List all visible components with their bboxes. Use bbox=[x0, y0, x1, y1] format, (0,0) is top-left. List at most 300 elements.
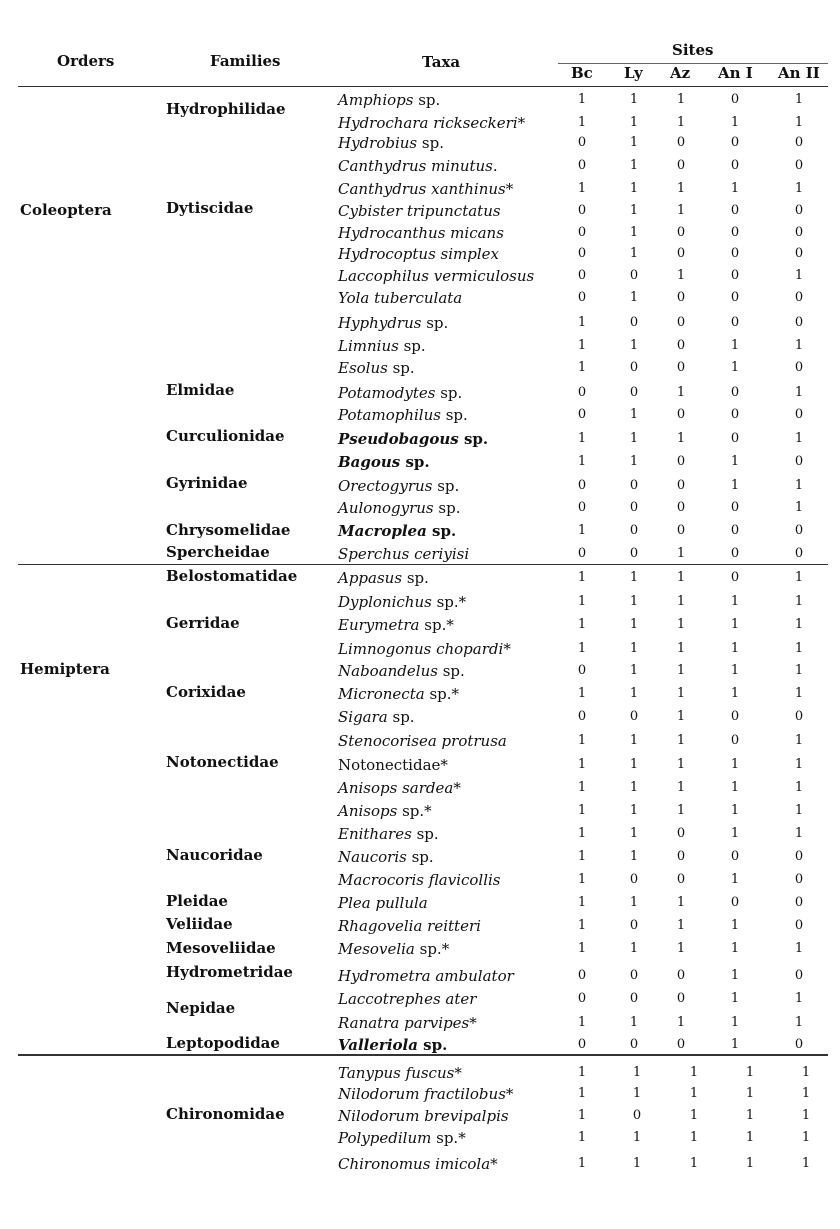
taxon-name-suffix: . bbox=[492, 157, 498, 175]
site-value: 1 bbox=[794, 92, 804, 107]
site-value: 0 bbox=[629, 918, 639, 933]
site-value: 1 bbox=[801, 1065, 811, 1080]
table-row bbox=[0, 662, 840, 684]
site-value: 0 bbox=[794, 135, 804, 150]
table-row bbox=[0, 453, 840, 475]
site-value: 0 bbox=[794, 407, 804, 422]
site-value: 0 bbox=[577, 478, 587, 493]
family-label: Notonectidae bbox=[166, 753, 279, 771]
taxon-name-italic: Orectogyrus bbox=[338, 477, 433, 495]
taxon-name-italic: Laccophilus vermiculosus bbox=[338, 267, 535, 285]
site-value: 1 bbox=[730, 686, 740, 701]
site-value: 0 bbox=[577, 135, 587, 150]
site-value: 0 bbox=[676, 968, 686, 983]
taxon-name bbox=[338, 180, 513, 198]
site-value: 1 bbox=[794, 181, 804, 196]
site-value: 1 bbox=[676, 757, 686, 772]
table-row bbox=[0, 685, 840, 707]
site-value: 1 bbox=[730, 360, 740, 375]
site-value: 1 bbox=[577, 733, 587, 748]
site-value: 0 bbox=[730, 385, 740, 400]
site-value: 0 bbox=[577, 203, 587, 218]
taxon-name-suffix: sp. bbox=[435, 384, 463, 402]
taxon-name-suffix: sp. bbox=[402, 569, 429, 587]
family-label: Naucoridae bbox=[166, 846, 263, 864]
site-value: 1 bbox=[676, 803, 686, 818]
taxon-name bbox=[338, 224, 504, 242]
site-value: 1 bbox=[676, 1015, 686, 1030]
taxon-name bbox=[338, 662, 465, 680]
taxon-name-suffix: sp. bbox=[398, 337, 426, 355]
site-value: 1 bbox=[730, 338, 740, 353]
site-value: 1 bbox=[801, 1086, 811, 1101]
taxon-name bbox=[338, 708, 415, 726]
taxon-name bbox=[338, 134, 444, 152]
family-label: Chrysomelidae bbox=[166, 521, 291, 539]
site-value: 0 bbox=[794, 546, 804, 561]
site-value: 0 bbox=[794, 225, 804, 240]
site-value: 0 bbox=[730, 268, 740, 283]
site-value: 1 bbox=[577, 1086, 587, 1101]
site-value: 1 bbox=[794, 803, 804, 818]
taxon-name-suffix: * bbox=[505, 180, 514, 198]
taxon-name-suffix: * bbox=[490, 1155, 498, 1173]
site-value: 1 bbox=[577, 92, 587, 107]
site-value: 0 bbox=[730, 290, 740, 305]
table-row bbox=[0, 430, 840, 452]
site-value: 0 bbox=[676, 225, 686, 240]
site-value: 0 bbox=[577, 407, 587, 422]
site-value: 1 bbox=[577, 454, 587, 469]
site-value: 0 bbox=[629, 546, 639, 561]
site-value: 0 bbox=[676, 478, 686, 493]
taxon-name-suffix: sp. bbox=[400, 453, 430, 471]
site-value: 1 bbox=[577, 338, 587, 353]
table-row bbox=[0, 267, 840, 289]
site-value: 0 bbox=[577, 290, 587, 305]
taxon-name-italic: Limnogonus chopardi bbox=[338, 640, 504, 658]
taxon-name-suffix: sp.* bbox=[431, 1129, 466, 1147]
site-value: 1 bbox=[676, 431, 686, 446]
site-value: 1 bbox=[577, 570, 587, 585]
site-value: 1 bbox=[629, 570, 639, 585]
site-value: 1 bbox=[676, 663, 686, 678]
site-value: 1 bbox=[577, 757, 587, 772]
site-value: 1 bbox=[745, 1108, 755, 1123]
table-row bbox=[0, 245, 840, 267]
taxon-name bbox=[338, 640, 511, 658]
taxon-name-suffix: sp. bbox=[387, 359, 415, 377]
taxon-name bbox=[338, 1129, 466, 1147]
header-sites: Sites bbox=[672, 41, 714, 59]
taxon-name-italic: Potamodytes bbox=[338, 384, 436, 402]
site-value: 1 bbox=[794, 686, 804, 701]
site-value: 1 bbox=[577, 826, 587, 841]
table-row bbox=[0, 708, 840, 730]
site-value: 1 bbox=[730, 968, 740, 983]
header-site-an-ii: An II bbox=[778, 64, 820, 82]
site-value: 1 bbox=[794, 826, 804, 841]
taxon-name-italic: Laccotrephes ater bbox=[338, 990, 477, 1008]
taxon-name-suffix: sp. bbox=[426, 522, 457, 540]
taxon-name-italic: Sigara bbox=[338, 708, 388, 726]
table-row bbox=[0, 894, 840, 916]
taxon-name-suffix: sp. bbox=[387, 708, 415, 726]
family-label: Gerridae bbox=[166, 614, 240, 632]
site-value: 0 bbox=[676, 872, 686, 887]
header-site-az: Az bbox=[670, 64, 691, 82]
site-value: 1 bbox=[629, 663, 639, 678]
table-row bbox=[0, 477, 840, 499]
taxon-name-italic: Potamophilus bbox=[338, 406, 441, 424]
site-value: 1 bbox=[730, 757, 740, 772]
site-value: 1 bbox=[794, 385, 804, 400]
site-value: 1 bbox=[629, 225, 639, 240]
site-value: 1 bbox=[794, 991, 804, 1006]
table-row bbox=[0, 940, 840, 962]
taxon-name-italic: Yola tuberculata bbox=[338, 289, 463, 307]
site-value: 1 bbox=[577, 431, 587, 446]
taxon-name bbox=[338, 825, 439, 843]
table-row bbox=[0, 871, 840, 893]
header-site-ly: Ly bbox=[624, 64, 643, 82]
taxon-name bbox=[338, 314, 448, 332]
site-value: 1 bbox=[689, 1130, 699, 1145]
site-value: 1 bbox=[730, 617, 740, 632]
site-value: 0 bbox=[577, 546, 587, 561]
site-value: 1 bbox=[794, 941, 804, 956]
site-value: 1 bbox=[730, 181, 740, 196]
taxon-name-italic: Hyphydrus bbox=[338, 314, 422, 332]
site-value: 0 bbox=[794, 872, 804, 887]
taxon-name bbox=[338, 1155, 498, 1173]
site-value: 1 bbox=[794, 338, 804, 353]
site-value: 0 bbox=[676, 315, 686, 330]
taxon-name bbox=[338, 940, 449, 958]
table-row bbox=[0, 114, 840, 136]
table-row bbox=[0, 1155, 840, 1177]
taxon-name-italic: Anisops sardea bbox=[338, 779, 454, 797]
family-label: Dytiscidae bbox=[166, 199, 254, 217]
taxon-name bbox=[338, 616, 454, 634]
site-value: 1 bbox=[745, 1065, 755, 1080]
taxon-name-italic: Anisops bbox=[338, 802, 398, 820]
table-row bbox=[0, 1036, 840, 1058]
site-value: 0 bbox=[676, 523, 686, 538]
site-value: 1 bbox=[730, 826, 740, 841]
taxon-name-italic: Polypedilum bbox=[338, 1129, 432, 1147]
site-value: 0 bbox=[629, 478, 639, 493]
site-value: 1 bbox=[794, 431, 804, 446]
taxon-name-italic: Micronecta bbox=[338, 685, 425, 703]
header-orders: Orders bbox=[57, 52, 115, 70]
site-value: 0 bbox=[676, 407, 686, 422]
site-value: 0 bbox=[629, 968, 639, 983]
site-value: 0 bbox=[629, 268, 639, 283]
site-value: 1 bbox=[577, 1015, 587, 1030]
table-row bbox=[0, 825, 840, 847]
site-value: 0 bbox=[629, 315, 639, 330]
site-value: 0 bbox=[730, 315, 740, 330]
site-value: 1 bbox=[629, 338, 639, 353]
taxon-name-suffix: sp. bbox=[458, 430, 489, 448]
taxon-name-suffix: sp.* bbox=[424, 685, 460, 703]
site-value: 1 bbox=[730, 991, 740, 1006]
site-value: 0 bbox=[577, 1037, 587, 1052]
site-value: 0 bbox=[730, 431, 740, 446]
site-value: 0 bbox=[730, 570, 740, 585]
site-value: 1 bbox=[632, 1156, 642, 1171]
taxon-name-italic: Tanypus fuscus bbox=[338, 1064, 455, 1082]
site-value: 0 bbox=[577, 500, 587, 515]
site-value: 1 bbox=[745, 1130, 755, 1145]
site-value: 1 bbox=[676, 780, 686, 795]
site-value: 1 bbox=[629, 431, 639, 446]
family-label: Corixidae bbox=[166, 683, 246, 701]
taxon-name bbox=[338, 202, 501, 220]
site-value: 1 bbox=[629, 617, 639, 632]
taxon-name-italic: Hydrocanthus micans bbox=[338, 224, 504, 242]
site-value: 0 bbox=[676, 849, 686, 864]
site-value: 1 bbox=[629, 115, 639, 130]
site-value: 0 bbox=[730, 246, 740, 261]
site-value: 0 bbox=[577, 968, 587, 983]
table-row bbox=[0, 359, 840, 381]
site-value: 1 bbox=[794, 500, 804, 515]
taxon-name-suffix: sp. bbox=[432, 477, 460, 495]
site-value: 1 bbox=[794, 733, 804, 748]
site-value: 0 bbox=[794, 360, 804, 375]
site-value: 1 bbox=[801, 1156, 811, 1171]
taxon-name bbox=[338, 267, 534, 285]
family-label: Gyrinidae bbox=[166, 474, 248, 492]
taxon-name-italic: Plea pullula bbox=[338, 894, 428, 912]
taxon-name-italic: Esolus bbox=[338, 359, 388, 377]
site-value: 1 bbox=[745, 1086, 755, 1101]
taxon-name bbox=[338, 453, 430, 471]
site-value: 1 bbox=[577, 1108, 587, 1123]
taxon-name bbox=[338, 802, 432, 820]
family-label: Hydrophilidae bbox=[166, 100, 286, 118]
taxon-name-italic: Bagous bbox=[338, 453, 401, 471]
site-value: 0 bbox=[730, 407, 740, 422]
site-value: 1 bbox=[629, 941, 639, 956]
site-value: 1 bbox=[730, 872, 740, 887]
site-value: 1 bbox=[577, 315, 587, 330]
site-value: 1 bbox=[629, 757, 639, 772]
taxon-name-italic: Valleriola bbox=[338, 1036, 418, 1054]
table-row bbox=[0, 314, 840, 336]
site-value: 1 bbox=[730, 594, 740, 609]
site-value: 1 bbox=[730, 780, 740, 795]
site-value: 1 bbox=[730, 1015, 740, 1030]
site-value: 1 bbox=[794, 570, 804, 585]
site-value: 1 bbox=[794, 115, 804, 130]
table-row bbox=[0, 732, 840, 754]
taxon-name bbox=[338, 894, 428, 912]
site-value: 1 bbox=[632, 1130, 642, 1145]
site-value: 1 bbox=[629, 594, 639, 609]
taxon-name-suffix: sp. bbox=[411, 825, 439, 843]
site-value: 0 bbox=[676, 826, 686, 841]
site-value: 0 bbox=[676, 135, 686, 150]
table-row bbox=[0, 640, 840, 662]
table-row bbox=[0, 756, 840, 778]
taxon-name bbox=[338, 1036, 447, 1054]
taxon-name-suffix: * bbox=[453, 779, 461, 797]
taxon-name-italic: Stenocorisea protrusa bbox=[338, 732, 507, 750]
site-value: 1 bbox=[676, 594, 686, 609]
site-value: 1 bbox=[629, 407, 639, 422]
taxon-name-suffix: sp. bbox=[440, 406, 468, 424]
table-row bbox=[0, 569, 840, 591]
taxon-name bbox=[338, 1014, 477, 1032]
site-value: 0 bbox=[577, 225, 587, 240]
site-value: 1 bbox=[676, 918, 686, 933]
site-value: 1 bbox=[676, 385, 686, 400]
site-value: 0 bbox=[632, 1108, 642, 1123]
site-value: 1 bbox=[577, 895, 587, 910]
taxon-name-suffix: sp.* bbox=[419, 616, 454, 634]
taxon-name-italic: Dyplonichus bbox=[338, 593, 432, 611]
site-value: 0 bbox=[676, 246, 686, 261]
site-value: 1 bbox=[676, 733, 686, 748]
site-value: 1 bbox=[676, 203, 686, 218]
table-row bbox=[0, 1085, 840, 1107]
site-value: 0 bbox=[794, 968, 804, 983]
taxon-name-italic: Naboandelus bbox=[338, 662, 438, 680]
taxon-name-suffix: * bbox=[505, 1085, 514, 1103]
taxon-name-italic: Naucoris bbox=[338, 848, 407, 866]
table-row bbox=[0, 990, 840, 1012]
site-value: 1 bbox=[676, 941, 686, 956]
site-value: 1 bbox=[676, 268, 686, 283]
family-label: Chironomidae bbox=[166, 1105, 285, 1123]
site-value: 1 bbox=[577, 181, 587, 196]
site-value: 1 bbox=[632, 1065, 642, 1080]
site-value: 1 bbox=[629, 1015, 639, 1030]
family-label: Belostomatidae bbox=[166, 567, 298, 585]
table-row bbox=[0, 1014, 840, 1036]
table-row bbox=[0, 848, 840, 870]
site-value: 1 bbox=[577, 594, 587, 609]
header-site-an-i: An I bbox=[718, 64, 753, 82]
taxon-name bbox=[338, 359, 415, 377]
table-row bbox=[0, 802, 840, 824]
site-value: 1 bbox=[629, 803, 639, 818]
site-value: 1 bbox=[676, 115, 686, 130]
taxon-name-italic: Hydrobius bbox=[338, 134, 418, 152]
table-row bbox=[0, 779, 840, 801]
site-value: 1 bbox=[629, 454, 639, 469]
site-value: 1 bbox=[629, 92, 639, 107]
taxon-name-italic: Hydrocoptus simplex bbox=[338, 245, 500, 263]
table-row bbox=[0, 499, 840, 521]
family-label: Hydrometridae bbox=[166, 963, 293, 981]
site-value: 1 bbox=[745, 1156, 755, 1171]
site-value: 1 bbox=[676, 546, 686, 561]
header-families: Families bbox=[210, 52, 281, 70]
site-value: 1 bbox=[689, 1156, 699, 1171]
taxon-name bbox=[338, 1107, 509, 1125]
site-value: 0 bbox=[794, 709, 804, 724]
table-row bbox=[0, 522, 840, 544]
family-label: Nepidae bbox=[166, 999, 236, 1017]
site-value: 1 bbox=[577, 803, 587, 818]
taxon-name-suffix: sp.* bbox=[431, 593, 467, 611]
taxon-name-suffix: * bbox=[454, 1064, 462, 1082]
site-value: 0 bbox=[577, 709, 587, 724]
taxon-name bbox=[338, 569, 429, 587]
site-value: 1 bbox=[629, 686, 639, 701]
site-value: 1 bbox=[730, 663, 740, 678]
site-value: 0 bbox=[577, 158, 587, 173]
site-value: 0 bbox=[577, 991, 587, 1006]
site-value: 0 bbox=[730, 849, 740, 864]
taxon-name bbox=[338, 522, 456, 540]
taxon-name bbox=[338, 871, 501, 889]
taxon-name-suffix: sp.* bbox=[397, 802, 432, 820]
site-value: 1 bbox=[801, 1130, 811, 1145]
site-value: 1 bbox=[794, 641, 804, 656]
taxon-name-italic: Nilodorum fractilobus bbox=[338, 1085, 506, 1103]
site-value: 1 bbox=[730, 1037, 740, 1052]
site-value: 1 bbox=[629, 895, 639, 910]
site-value: 0 bbox=[676, 500, 686, 515]
taxon-name bbox=[338, 967, 514, 985]
order-coleoptera: Coleoptera bbox=[20, 201, 112, 219]
table-row bbox=[0, 91, 840, 113]
site-value: 0 bbox=[577, 385, 587, 400]
taxon-name bbox=[338, 545, 469, 563]
taxon-name bbox=[338, 756, 448, 774]
site-value: 0 bbox=[794, 1037, 804, 1052]
header-bottom-rule bbox=[18, 86, 828, 87]
site-value: 1 bbox=[730, 641, 740, 656]
family-label: Curculionidae bbox=[166, 427, 285, 445]
site-value: 1 bbox=[689, 1108, 699, 1123]
site-value: 0 bbox=[730, 92, 740, 107]
site-value: 0 bbox=[730, 158, 740, 173]
site-value: 0 bbox=[577, 663, 587, 678]
site-value: 1 bbox=[629, 181, 639, 196]
taxon-name-italic: Mesovelia bbox=[338, 940, 415, 958]
site-value: 0 bbox=[676, 360, 686, 375]
site-value: 0 bbox=[676, 1037, 686, 1052]
site-value: 1 bbox=[577, 849, 587, 864]
site-value: 1 bbox=[730, 115, 740, 130]
site-value: 1 bbox=[629, 203, 639, 218]
taxon-name-suffix: sp.* bbox=[414, 940, 450, 958]
family-label: Spercheidae bbox=[166, 543, 270, 561]
taxon-name bbox=[338, 779, 461, 797]
taxon-name-italic: Macrocoris flavicollis bbox=[338, 871, 501, 889]
table-row bbox=[0, 289, 840, 311]
table-row bbox=[0, 1107, 840, 1129]
taxon-name bbox=[338, 337, 426, 355]
table-row bbox=[0, 180, 840, 202]
site-value: 1 bbox=[676, 641, 686, 656]
family-label: Elmidae bbox=[166, 381, 235, 399]
site-value: 1 bbox=[676, 686, 686, 701]
site-value: 0 bbox=[730, 895, 740, 910]
taxon-name-suffix: sp. bbox=[417, 134, 444, 152]
site-value: 1 bbox=[577, 780, 587, 795]
site-value: 0 bbox=[794, 454, 804, 469]
taxon-name bbox=[338, 990, 476, 1008]
taxon-name bbox=[338, 848, 434, 866]
table-row bbox=[0, 134, 840, 156]
